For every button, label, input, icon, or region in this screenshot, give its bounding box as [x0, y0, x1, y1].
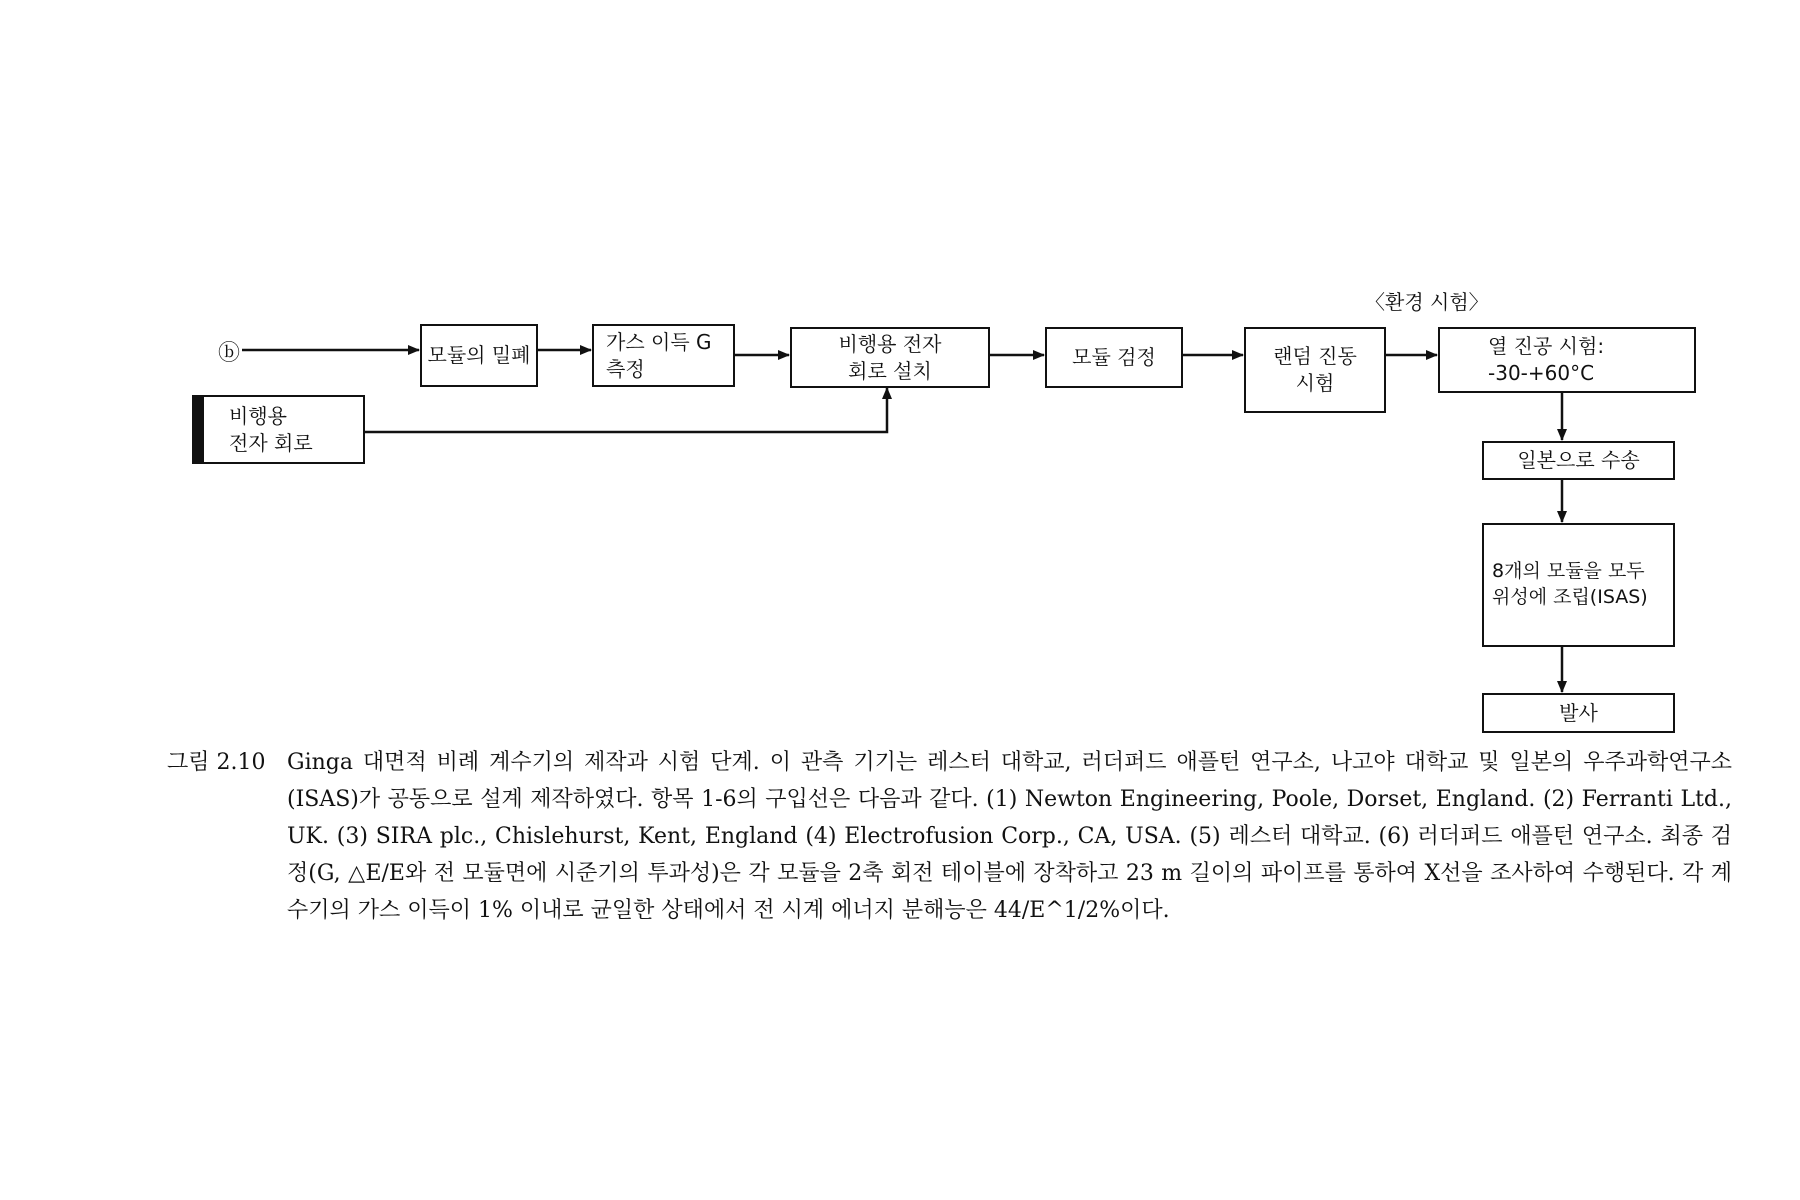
box-module-seal: 모듈의 밀폐: [420, 324, 538, 387]
box-ship-japan: 일본으로 수송: [1482, 441, 1675, 480]
box-electronics-install: 비행용 전자 회로 설치: [790, 327, 990, 388]
env-test-label: 〈환경 시험〉: [1365, 290, 1489, 314]
box-random-vibration: 랜덤 진동 시험: [1244, 327, 1386, 413]
caption-text: Ginga 대면적 비례 계수기의 제작과 시험 단계. 이 관측 기기는 레스터 대학교, 러더퍼드 애플턴 연구소, 나고야 대학교 및 일본의 우주과학연구소(ISAS)가 공동으로 설계 제작하였다. 항목 1-6의 구입선은 다음과 같다. (1) Newton Engineering, Poole, Dorset, England. (2) Ferranti Ltd., UK. (3) SIRA plc., Chislehurst, Kent, England (4) Electrofusion Corp., CA, USA. (5) 레스터 대학교. (6) 러더퍼드 애플턴 연구소. 최종 검정(G, △E/E와 전 모듈면에 시준기의 투과성)은 각 모듈을 2축 회전 테이블에 장착하고 23 m 길이의 파이프를 통하여 X선을 조사하여 수행된다. 각 계수기의 가스 이득이 1% 이내로 균일한 상태에서 전 시계 에너지 분해능은 44/E^1/2%이다.: [287, 750, 1732, 923]
start-marker: ⓑ: [218, 341, 241, 366]
box-gas-gain: 가스 이득 G 측정: [592, 324, 735, 387]
box-assembly: 8개의 모듈을 모두 위성에 조립(ISAS): [1482, 523, 1675, 647]
arrow-electronics-to-install: [365, 388, 887, 432]
box-thermal-vacuum: 열 진공 시험: -30-+60°C: [1438, 327, 1696, 393]
figure-caption: [167, 744, 1732, 929]
box-module-check: 모듈 검정: [1045, 327, 1183, 388]
box-flight-electronics: 비행용 전자 회로: [192, 395, 365, 464]
box-launch: 발사: [1482, 693, 1675, 733]
figure-number: 그림 2.10: [167, 750, 266, 775]
